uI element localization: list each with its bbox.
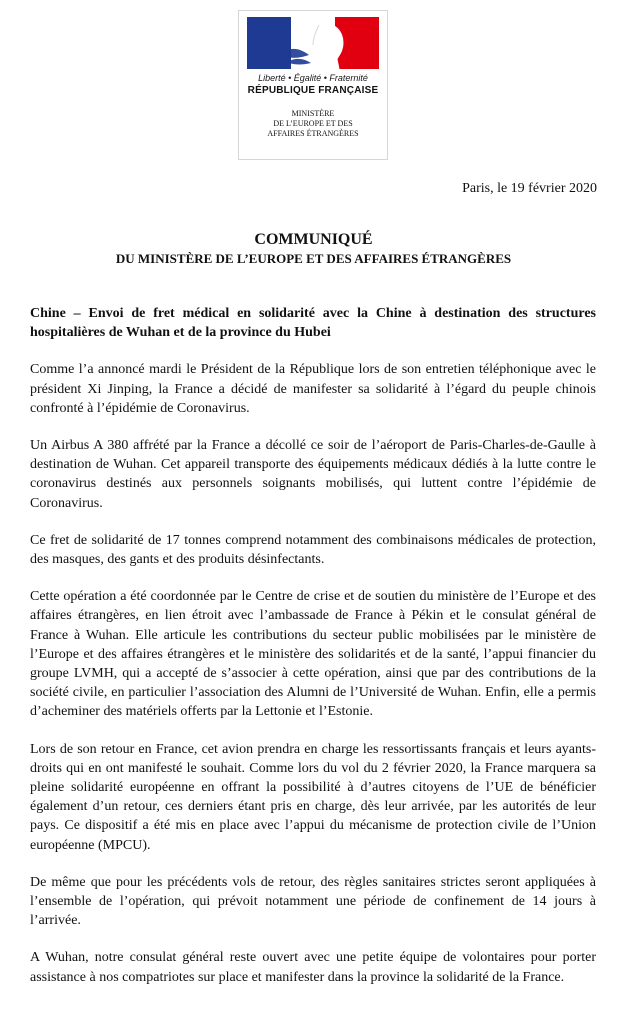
document-body [30, 304, 596, 1005]
ministry-line: MINISTÈRE [291, 109, 335, 118]
ministry-line: DE L’EUROPE ET DES [273, 119, 353, 128]
government-logo [238, 10, 388, 160]
document-date: Paris, le 19 février 2020 [462, 181, 597, 196]
body-paragraph: Comme l’a annoncé mardi le Président de la République lors de son entretien téléphonique avec le président Xi Jinping, la France a décidé de manifester sa solidarité à l’égard du peuple chinois confronté à l’épidémie de Coronavirus. [30, 362, 596, 416]
document-subtitle: DU MINISTÈRE DE L’EUROPE ET DES AFFAIRES ÉTRANGÈRES [115, 251, 512, 266]
document-title: COMMUNIQUÉ [254, 231, 373, 248]
ministry-line: AFFAIRES ÉTRANGÈRES [267, 129, 359, 138]
republic-motto: Liberté • Égalité • Fraternité [258, 73, 368, 83]
body-paragraph: A Wuhan, notre consulat général reste ouvert avec une petite équipe de volontaires pour porter assistance à nos compatriotes sur place et manifester dans la province la solidarité de la France. [30, 950, 596, 985]
body-paragraph: Lors de son retour en France, cet avion prendra en charge les ressortissants français et leurs ayants-droits qui en ont manifesté le souhait. Comme lors du vol du 2 février 2020, la France marquera sa pleine solidarité européenne en offrant la possibilité à d’autres citoyens de l’UE de bénéficier également d’un retour, ces derniers étant pris en charge, dès leur arrivée, par les autorités de leur pays. Ce dispositif a été mis en place avec l’appui du mécanisme de protection civile de l’Union européenne (MPCU). [30, 741, 596, 853]
body-paragraph: De même que pour les précédents vols de retour, des règles sanitaires strictes seront appliquées à l’ensemble de l’opération, qui prévoit notamment une période de confinement de 14 jours à l’arrivée. [30, 874, 596, 929]
body-paragraph: Un Airbus A 380 affrété par la France a décollé ce soir de l’aéroport de Paris-Charles-de-Gaulle à destination de Wuhan. Cet appareil transporte des équipements médicaux dédiés à la lutte contre le coronavirus destinés aux personnels soignants mobilisés, qui luttent contre l’épidémie de Coronavirus. [30, 438, 596, 511]
body-paragraph: Ce fret de solidarité de 17 tonnes comprend notamment des combinaisons médicales de protection, des masques, des gants et des produits désinfectants. [30, 532, 596, 568]
republic-name: RÉPUBLIQUE FRANÇAISE [247, 85, 379, 96]
marianne-icon [279, 21, 349, 71]
tricolor-flag [247, 17, 379, 69]
press-headline: Chine – Envoi de fret médical en solidarité avec la Chine à destination des structures hospitalières de Wuhan et de la province du Hubei [30, 306, 596, 341]
body-paragraph: Cette opération a été coordonnée par le Centre de crise et de soutien du ministère de l’Europe et des affaires étrangères, en lien étroit avec l’ambassade de France à Pékin et le consulat général de France à Wuhan. Elle articule les contributions du secteur public mobilisées par le ministère de l’Europe et des affaires étrangères et le ministère des solidarités et de la santé, l’appui financier du groupe LVMH, qui a accepté de s’associer à cette opération, ainsi que par des contributions de la société civile, en particulier l’association des Alumni de l’Université de Wuhan. Enfin, elle a permis d’acheminer des matériels offerts par la Lettonie et l’Estonie. [30, 589, 596, 720]
ministry-name [239, 109, 387, 139]
